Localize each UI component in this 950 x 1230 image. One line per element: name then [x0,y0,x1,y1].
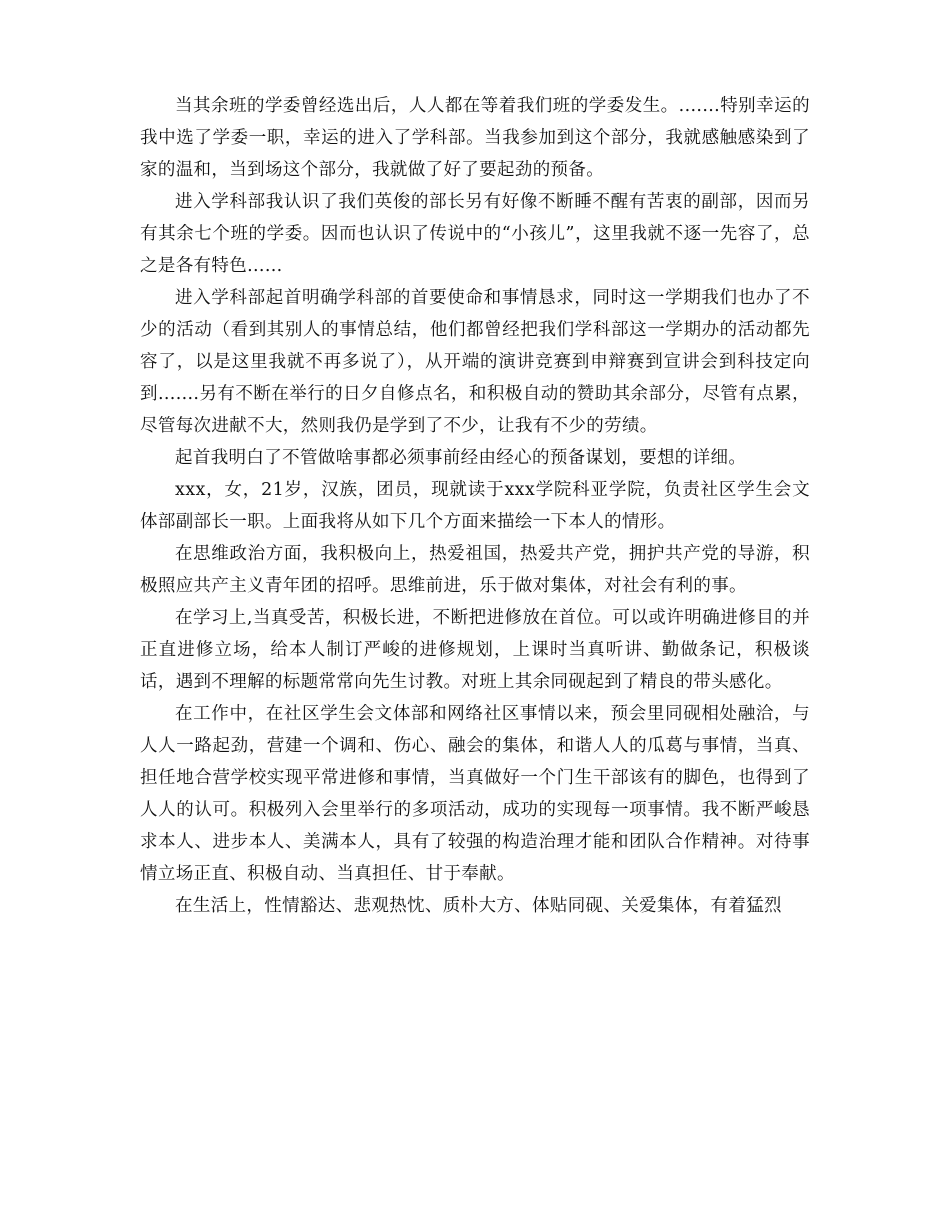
paragraph-9: 在生活上，性情豁达、悲观热忱、质朴大方、体贴同砚、关爱集体，有着猛烈 [175,896,782,916]
document-body [140,90,810,922]
paragraph-2: 进入学科部我认识了我们英俊的部长另有好像不断睡不醒有苦衷的副部，因而另有其余七个班的学委。因而也认识了传说中的“小孩儿”，这里我就不逐一先容了，总之是各有特色...... [140,192,810,276]
paragraph-3: 进入学科部起首明确学科部的首要使命和事情恳求，同时这一学期我们也办了不少的活动（看到其别人的事情总结，他们都曾经把我们学科部这一学期办的活动都先容了，以是这里我就不再多说了），从开端的演讲竞赛到申辩赛到宣讲会到科技定向到.......另有不断在举行的日夕自修点名，和积极自动的赞助其余部分，尽管有点累，尽管每次进献不大，然则我仍是学到了不少，让我有不少的劳绩。 [140,288,810,436]
paragraph-4: 起首我明白了不管做啥事都必须事前经由经心的预备谋划，要想的详细。 [175,448,747,468]
paragraph-6: 在思维政治方面，我积极向上，热爱祖国，热爱共产党，拥护共产党的导游，积极照应共产主义青年团的招呼。思维前进，乐于做对集体，对社会有利的事。 [140,544,810,596]
paragraph-7: 在学习上,当真受苦，积极长进，不断把进修放在首位。可以或许明确进修目的并正直进修立场，给本人制订严峻的进修规划，上课时当真听讲、勤做条记，积极谈话，遇到不理解的标题常常向先生讨教。对班上其余同砚起到了精良的带头感化。 [140,608,810,692]
paragraph-8: 在工作中，在社区学生会文体部和网络社区事情以来，预会里同砚相处融洽，与人人一路起劲，营建一个调和、伤心、融会的集体，和谐人人的瓜葛与事情，当真、担任地合营学校实现平常进修和事情，当真做好一个门生干部该有的脚色，也得到了人人的认可。积极列入会里举行的多项活动，成功的实现每一项事情。我不断严峻恳求本人、进步本人、美满本人，具有了较强的构造治理才能和团队合作精神。对待事情立场正直、积极自动、当真担任、甘于奉献。 [140,704,810,884]
paragraph-1: 当其余班的学委曾经选出后，人人都在等着我们班的学委发生。.......特别幸运的我中选了学委一职，幸运的进入了学科部。当我参加到这个部分，我就感触感染到了家的温和，当到场这个部分，我就做了好了要起劲的预备。 [140,96,810,180]
paragraph-5: xxx，女，21岁，汉族，团员，现就读于xxx学院科亚学院，负责社区学生会文体部副部长一职。上面我将从如下几个方面来描绘一下本人的情形。 [140,480,810,532]
